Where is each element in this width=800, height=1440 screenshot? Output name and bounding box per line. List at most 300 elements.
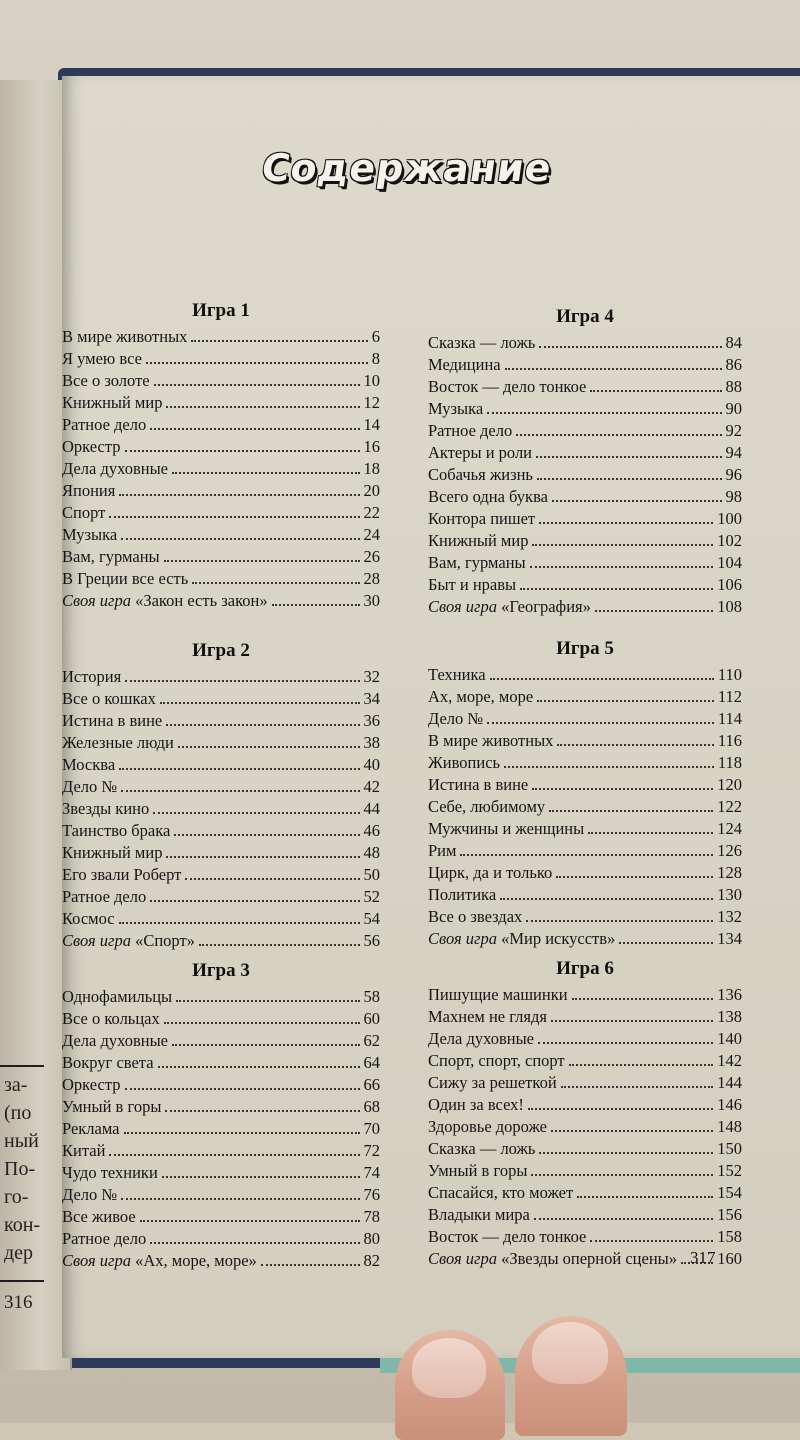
toc-leader-dots	[551, 1006, 713, 1022]
toc-leader-dots	[192, 568, 359, 584]
toc-entry-page: 18	[363, 459, 380, 478]
toc-entry-title	[428, 664, 486, 686]
toc-leader-dots	[590, 376, 721, 392]
toc-entry-label: Таинство брака	[62, 821, 171, 840]
toc-entry-title	[62, 1052, 154, 1074]
toc-entry-page: 118	[717, 753, 742, 772]
toc-entry-page: 156	[717, 1205, 742, 1224]
toc-leader-dots	[590, 1226, 713, 1242]
toc-entry	[428, 596, 742, 618]
toc-entry	[62, 886, 380, 908]
toc-entry-label: Ратное дело	[62, 415, 147, 434]
toc-entry-label: «Закон есть закон»	[135, 591, 268, 610]
toc-entry-page: 68	[363, 1097, 380, 1116]
toc-entry-prefix: Своя игра	[428, 1249, 497, 1268]
toc-entry-page: 122	[717, 797, 742, 816]
toc-entry-title	[428, 398, 483, 420]
toc-leader-dots	[150, 414, 359, 430]
toc-entry-page: 72	[363, 1141, 380, 1160]
toc-entry-page: 136	[717, 985, 742, 1004]
toc-leader-dots	[528, 1094, 713, 1110]
section-heading: Игра 6	[556, 958, 614, 979]
toc-entry	[62, 590, 380, 612]
toc-entry-label: Мужчины и женщины	[428, 819, 585, 838]
toc-entry	[62, 414, 380, 436]
toc-entry	[428, 730, 742, 752]
toc-entry-page: 120	[717, 775, 742, 794]
toc-entry-page: 8	[371, 349, 380, 368]
toc-entry-page: 60	[363, 1009, 380, 1028]
toc-entry-label: Рим	[428, 841, 457, 860]
toc-entry-page: 28	[363, 569, 380, 588]
toc-entry	[62, 776, 380, 798]
toc-entry-page: 98	[725, 487, 742, 506]
toc-entry-label: Железные люди	[62, 733, 174, 752]
toc-entry-page: 50	[363, 865, 380, 884]
toc-entry-label: Книжный мир	[62, 843, 163, 862]
toc-entry-title	[428, 1248, 677, 1270]
toc-entry-label: Собачья жизнь	[428, 465, 533, 484]
toc-leader-dots	[160, 688, 360, 704]
toc-entry-label: Вам, гурманы	[428, 553, 526, 572]
toc-entry-page: 90	[725, 399, 742, 418]
toc-entry	[428, 818, 742, 840]
toc-entry-label: Все о кошках	[62, 689, 156, 708]
toc-entry-label: Политика	[428, 885, 497, 904]
toc-leader-dots	[153, 798, 359, 814]
toc-entry	[428, 1138, 742, 1160]
toc-entry-title	[62, 568, 188, 590]
toc-entry	[428, 508, 742, 530]
toc-entry-label: Чудо техники	[62, 1163, 158, 1182]
toc-entry-page: 48	[363, 843, 380, 862]
toc-entry	[62, 326, 380, 348]
toc-entry-page: 152	[717, 1161, 742, 1180]
toc-entry	[428, 332, 742, 354]
toc-entry	[62, 864, 380, 886]
toc-entry	[428, 530, 742, 552]
toc-entry	[62, 1228, 380, 1250]
toc-entry-page: 6	[371, 327, 380, 346]
toc-entry-label: Космос	[62, 909, 115, 928]
section-heading: Игра 4	[556, 306, 614, 327]
toc-leader-dots	[500, 884, 713, 900]
toc-entry	[62, 1250, 380, 1272]
toc-entry	[62, 1184, 380, 1206]
toc-entry-label: Умный в горы	[428, 1161, 528, 1180]
toc-entry-page: 52	[363, 887, 380, 906]
toc-entry	[62, 1008, 380, 1030]
toc-entry-title	[62, 1030, 168, 1052]
toc-leader-dots	[125, 436, 360, 452]
toc-entry-label: В мире животных	[62, 327, 188, 346]
toc-entry-title	[62, 348, 142, 370]
toc-leader-dots	[520, 574, 713, 590]
toc-leader-dots	[176, 986, 359, 1002]
toc-entry-label: Дело №	[428, 709, 484, 728]
toc-entry-title	[428, 1094, 524, 1116]
toc-entry	[428, 354, 742, 376]
toc-entry-label: Здоровье дороже	[428, 1117, 548, 1136]
toc-leader-dots	[178, 732, 360, 748]
toc-entry	[428, 752, 742, 774]
toc-entry-title	[428, 840, 456, 862]
toc-entry-label: Восток — дело тонкое	[428, 1227, 587, 1246]
toc-entry	[62, 1206, 380, 1228]
toc-entry-page: 38	[363, 733, 380, 752]
toc-entry-title	[428, 508, 535, 530]
toc-entry-page: 154	[717, 1183, 742, 1202]
toc-entry-label: Вокруг света	[62, 1053, 154, 1072]
toc-entry-title	[428, 376, 586, 398]
toc-entry-title	[62, 502, 105, 524]
toc-entry	[62, 568, 380, 590]
toc-entry-title	[428, 1050, 565, 1072]
toc-leader-dots	[505, 354, 722, 370]
toc-entry-title	[428, 928, 615, 950]
toc-entry-prefix: Своя игра	[62, 1251, 131, 1270]
toc-leader-dots	[530, 552, 714, 568]
toc-entry-label: Ах, море, море	[428, 687, 534, 706]
toc-entry-title	[428, 1204, 530, 1226]
toc-entry-page: 158	[717, 1227, 742, 1246]
toc-entry-title	[428, 1006, 547, 1028]
toc-leader-dots	[539, 1138, 713, 1154]
toc-entry-page: 110	[717, 665, 742, 684]
toc-entry	[428, 1160, 742, 1182]
toc-leader-dots	[487, 398, 721, 414]
toc-leader-dots	[532, 774, 713, 790]
toc-entry-page: 78	[363, 1207, 380, 1226]
toc-entry-page: 56	[363, 931, 380, 950]
toc-entry	[428, 574, 742, 596]
toc-entry-title	[428, 332, 535, 354]
toc-leader-dots	[537, 686, 714, 702]
toc-entry-page: 144	[717, 1073, 742, 1092]
toc-entry-title	[62, 1096, 161, 1118]
toc-entry-title	[428, 708, 483, 730]
toc-entry	[428, 884, 742, 906]
toc-leader-dots	[164, 1008, 360, 1024]
toc-entry	[428, 928, 742, 950]
toc-entry	[62, 908, 380, 930]
toc-entry-title	[62, 392, 162, 414]
toc-section-igra-3	[62, 956, 380, 1272]
toc-entry-title	[62, 1008, 160, 1030]
toc-entry-title	[428, 730, 553, 752]
toc-leader-dots	[551, 1116, 713, 1132]
toc-entry-label: Дело №	[62, 777, 118, 796]
toc-leader-dots	[150, 886, 359, 902]
toc-leader-dots	[572, 984, 714, 1000]
toc-entry-title	[428, 884, 496, 906]
toc-entry-title	[62, 326, 187, 348]
toc-entry-page: 160	[717, 1249, 742, 1268]
section-heading: Игра 5	[556, 638, 614, 659]
toc-entry-label: Спасайся, кто может	[428, 1183, 574, 1202]
toc-entry-title	[428, 1138, 535, 1160]
toc-section-igra-4	[428, 302, 742, 618]
toc-entry-prefix: Своя игра	[62, 931, 131, 950]
toc-entry-label: «Звезды оперной сцены»	[501, 1249, 677, 1268]
previous-page-text-line: (по	[4, 1102, 32, 1124]
toc-leader-dots	[185, 864, 359, 880]
toc-entry-page: 34	[363, 689, 380, 708]
toc-entry-label: История	[62, 667, 122, 686]
toc-entry-page: 102	[717, 531, 742, 550]
toc-leader-dots	[552, 486, 722, 502]
toc-entry-label: Владыки мира	[428, 1205, 530, 1224]
toc-entry-label: Я умею все	[62, 349, 142, 368]
toc-entry-page: 88	[725, 377, 742, 396]
toc-entry-page: 70	[363, 1119, 380, 1138]
previous-page-text-line: за-	[4, 1074, 28, 1096]
toc-leader-dots	[119, 754, 359, 770]
toc-entry-label: Восток — дело тонкое	[428, 377, 587, 396]
toc-entry-title	[62, 1206, 136, 1228]
toc-entry-label: Махнем не глядя	[428, 1007, 547, 1026]
toc-section-igra-6	[428, 954, 742, 1270]
toc-entry	[428, 664, 742, 686]
toc-entry-page: 44	[363, 799, 380, 818]
toc-leader-dots	[164, 546, 360, 562]
toc-entry-page: 12	[363, 393, 380, 412]
toc-entry-label: Истина в вине	[428, 775, 529, 794]
toc-entry-label: Оркестр	[62, 1075, 121, 1094]
toc-entry-title	[62, 458, 168, 480]
toc-entry-page: 124	[717, 819, 742, 838]
toc-entry	[62, 666, 380, 688]
toc-entry-label: Книжный мир	[62, 393, 163, 412]
toc-entry-title	[62, 370, 150, 392]
toc-entry	[62, 1052, 380, 1074]
toc-leader-dots	[532, 530, 713, 546]
toc-entry-title	[428, 486, 548, 508]
toc-entry-page: 86	[725, 355, 742, 374]
toc-entry	[428, 464, 742, 486]
toc-entry	[428, 840, 742, 862]
toc-entry-title	[428, 574, 516, 596]
toc-entry-title	[428, 1072, 557, 1094]
toc-entry-title	[428, 530, 528, 552]
toc-entry-title	[62, 886, 146, 908]
toc-entry-label: Его звали Роберт	[62, 865, 182, 884]
toc-entry-page: 116	[717, 731, 742, 750]
toc-entry-title	[62, 436, 121, 458]
toc-entry-label: В мире животных	[428, 731, 554, 750]
toc-entry-title	[428, 596, 591, 618]
toc-entry-label: Всего одна буква	[428, 487, 548, 506]
toc-entry-label: Все о звездах	[428, 907, 523, 926]
toc-entry-title	[428, 752, 500, 774]
toc-leader-dots	[174, 820, 359, 836]
toc-entry-title	[62, 1250, 257, 1272]
toc-entry-page: 22	[363, 503, 380, 522]
toc-entry-title	[428, 796, 545, 818]
toc-entry-prefix: Своя игра	[428, 597, 497, 616]
toc-entry-page: 140	[717, 1029, 742, 1048]
toc-entry-title	[62, 842, 162, 864]
toc-section-igra-2	[62, 636, 380, 952]
toc-entry-title	[62, 1140, 105, 1162]
toc-entry-page: 130	[717, 885, 742, 904]
toc-entry-label: В Греции все есть	[62, 569, 189, 588]
toc-entry	[62, 370, 380, 392]
toc-leader-dots	[536, 442, 721, 458]
toc-entry	[62, 458, 380, 480]
toc-entry-label: Спорт, спорт, спорт	[428, 1051, 565, 1070]
toc-entry-label: Себе, любимому	[428, 797, 546, 816]
toc-entry-label: Ратное дело	[62, 1229, 147, 1248]
toc-entry-title	[62, 754, 115, 776]
page-number: 317	[690, 1248, 716, 1267]
toc-entry-title	[62, 480, 115, 502]
previous-page-text-line: По-	[4, 1158, 36, 1180]
toc-entry-label: Звезды кино	[62, 799, 150, 818]
toc-entry-page: 132	[717, 907, 742, 926]
fingernail-left	[412, 1338, 486, 1398]
toc-entry-label: Реклама	[62, 1119, 120, 1138]
toc-entry	[62, 1030, 380, 1052]
toc-entry	[62, 1074, 380, 1096]
toc-entry-label: Музыка	[428, 399, 484, 418]
toc-entry-title	[62, 776, 117, 798]
toc-leader-dots	[272, 590, 360, 606]
toc-leader-dots	[538, 1028, 713, 1044]
toc-entry-label: «Мир искусств»	[501, 929, 616, 948]
toc-leader-dots	[537, 464, 722, 480]
toc-entry-label: Все живое	[62, 1207, 136, 1226]
toc-entry	[428, 552, 742, 574]
toc-entry	[62, 436, 380, 458]
page-title: Содержание	[258, 146, 555, 190]
toc-leader-dots	[460, 840, 713, 856]
toc-leader-dots	[121, 776, 359, 792]
toc-entry-page: 36	[363, 711, 380, 730]
toc-entry	[62, 392, 380, 414]
toc-entry	[428, 486, 742, 508]
toc-leader-dots	[121, 524, 359, 540]
toc-entry	[428, 1072, 742, 1094]
toc-entry-label: Музыка	[62, 525, 118, 544]
toc-entry	[62, 1162, 380, 1184]
toc-entry-label: Дела духовные	[428, 1029, 535, 1048]
toc-entry-page: 46	[363, 821, 380, 840]
toc-entry	[428, 984, 742, 1006]
toc-entry-title	[62, 1074, 121, 1096]
toc-entry-title	[62, 1184, 117, 1206]
toc-leader-dots	[619, 928, 713, 944]
toc-entry-page: 74	[363, 1163, 380, 1182]
toc-entry	[428, 420, 742, 442]
toc-leader-dots	[595, 596, 713, 612]
toc-entry-title	[62, 930, 195, 952]
toc-entry-title	[62, 590, 268, 612]
toc-entry-page: 26	[363, 547, 380, 566]
toc-entry	[62, 710, 380, 732]
toc-entry	[428, 906, 742, 928]
toc-entry	[62, 546, 380, 568]
toc-entry-title	[62, 1118, 120, 1140]
toc-entry-label: Китай	[62, 1141, 106, 1160]
toc-entry-title	[428, 1226, 586, 1248]
previous-page-rule-bottom	[0, 1280, 44, 1282]
toc-entry-page: 16	[363, 437, 380, 456]
toc-entry-page: 148	[717, 1117, 742, 1136]
toc-section-igra-5	[428, 634, 742, 950]
toc-entry	[62, 986, 380, 1008]
toc-entry-page: 84	[725, 333, 742, 352]
toc-entry-label: Оркестр	[62, 437, 121, 456]
toc-leader-dots	[261, 1250, 360, 1266]
toc-entry-page: 54	[363, 909, 380, 928]
toc-entry	[428, 442, 742, 464]
toc-entry-page: 66	[363, 1075, 380, 1094]
toc-entry-title	[428, 774, 528, 796]
toc-leader-dots	[172, 458, 359, 474]
toc-leader-dots	[146, 348, 368, 364]
toc-entry-label: Сказка — ложь	[428, 333, 536, 352]
toc-entry-label: Истина в вине	[62, 711, 163, 730]
section-heading: Игра 2	[192, 640, 250, 661]
previous-page-text-line: кон-	[4, 1214, 41, 1236]
section-heading: Игра 1	[192, 300, 250, 321]
toc-leader-dots	[162, 1162, 360, 1178]
toc-entry-title	[62, 908, 115, 930]
toc-entry-page: 40	[363, 755, 380, 774]
toc-leader-dots	[557, 730, 713, 746]
toc-entry-page: 42	[363, 777, 380, 796]
toc-leader-dots	[140, 1206, 360, 1222]
toc-entry	[428, 796, 742, 818]
previous-page-text-line: го-	[4, 1186, 29, 1208]
toc-entry-page: 62	[363, 1031, 380, 1050]
toc-entry-title	[62, 1162, 158, 1184]
toc-entry	[428, 1050, 742, 1072]
toc-entry-title	[62, 414, 146, 436]
toc-entry-label: Быт и нравы	[428, 575, 517, 594]
toc-entry-title	[62, 710, 162, 732]
toc-entry-label: Техника	[428, 665, 486, 684]
toc-entry-label: Все о золоте	[62, 371, 150, 390]
toc-entry-label: Москва	[62, 755, 116, 774]
toc-entry-prefix: Своя игра	[62, 591, 131, 610]
toc-entry-label: «Спорт»	[135, 931, 195, 950]
toc-entry-label: Ратное дело	[62, 887, 147, 906]
toc-entry-title	[428, 552, 526, 574]
toc-entry-title	[62, 1228, 146, 1250]
toc-entry-page: 30	[363, 591, 380, 610]
toc-leader-dots	[125, 666, 359, 682]
toc-entry-page: 138	[717, 1007, 742, 1026]
toc-entry-label: Однофамильцы	[62, 987, 173, 1006]
toc-leader-dots	[154, 370, 360, 386]
toc-entry	[62, 798, 380, 820]
toc-entry	[428, 1028, 742, 1050]
toc-entry	[428, 1094, 742, 1116]
toc-entry-label: «География»	[501, 597, 591, 616]
toc-entry-title	[62, 820, 170, 842]
toc-entry-page: 20	[363, 481, 380, 500]
previous-page-rule-top	[0, 1065, 44, 1067]
toc-entry	[428, 376, 742, 398]
toc-entry	[62, 732, 380, 754]
toc-entry-page: 142	[717, 1051, 742, 1070]
toc-leader-dots	[119, 908, 360, 924]
toc-leader-dots	[534, 1204, 713, 1220]
toc-entry-prefix: Своя игра	[428, 929, 497, 948]
toc-entry-page: 58	[363, 987, 380, 1006]
